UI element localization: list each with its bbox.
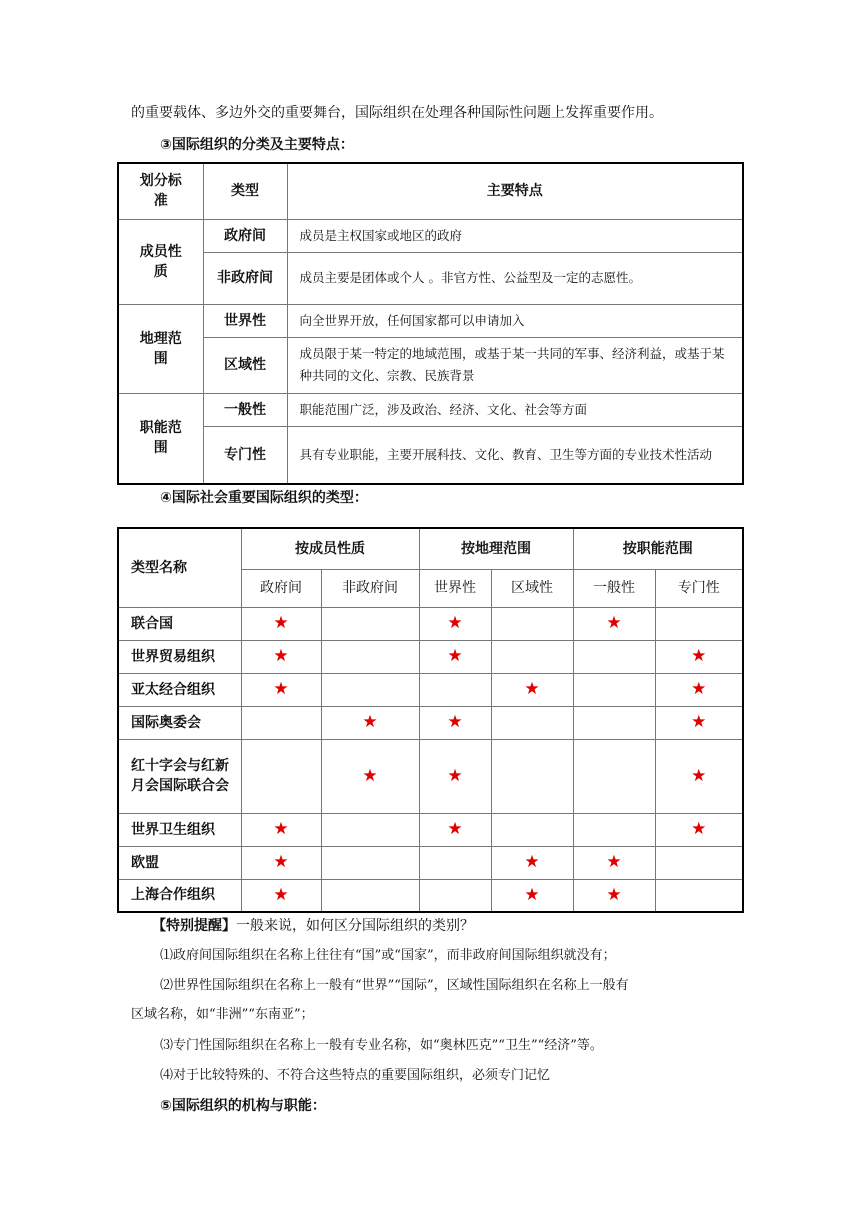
reminder-item: 区域名称，如“非洲”“东南亚”；	[131, 1007, 314, 1022]
intro-line: 的重要载体、多边外交的重要舞台，国际组织在处理各种国际性问题上发挥重要作用。	[131, 105, 663, 121]
criterion-cell: 职能范围	[118, 393, 203, 484]
reminder-line	[152, 916, 770, 936]
star-icon: ★	[447, 765, 463, 786]
table-row	[118, 252, 743, 304]
mark-cell	[491, 813, 573, 846]
table-row	[118, 426, 743, 484]
star-icon: ★	[362, 765, 378, 786]
table-header-row	[118, 163, 743, 219]
mark-cell	[573, 813, 655, 846]
star-icon: ★	[273, 884, 289, 905]
feature-cell: 成员是主权国家或地区的政府	[287, 219, 743, 252]
table-row	[118, 813, 743, 846]
header-nongovernmental: 非政府间	[321, 569, 419, 607]
star-icon: ★	[606, 884, 622, 905]
mark-cell	[321, 879, 419, 912]
organization-name: 国际奥委会	[118, 706, 241, 739]
mark-cell	[573, 706, 655, 739]
mark-cell	[655, 739, 743, 813]
header-type: 类型	[203, 163, 287, 219]
mark-cell	[321, 673, 419, 706]
star-icon: ★	[273, 819, 289, 839]
type-cell: 世界性	[203, 304, 287, 337]
mark-cell	[491, 607, 573, 640]
feature-cell: 具有专业职能，主要开展科技、文化、教育、卫生等方面的专业技术性活动	[287, 426, 743, 484]
type-cell: 非政府间	[203, 252, 287, 304]
organization-name: 世界卫生组织	[118, 813, 241, 846]
reminder-item: ⑵世界性国际组织在名称上一般有“世界”“国际”，区域性国际组织在名称上一般有	[160, 978, 629, 993]
mark-cell	[419, 846, 491, 879]
mark-cell	[419, 673, 491, 706]
heading-important-orgs: ④国际社会重要国际组织的类型：	[160, 490, 368, 506]
table-row	[118, 879, 743, 912]
reminder-item: ⑷对于比较特殊的、不符合这些特点的重要国际组织，必须专门记忆	[160, 1068, 551, 1083]
mark-cell	[241, 673, 321, 706]
feature-cell: 向全世界开放，任何国家都可以申请加入	[287, 304, 743, 337]
criterion-cell: 成员性质	[118, 219, 203, 304]
reminder-item: ⑶专门性国际组织在名称上一般有专业名称，如“奥林匹克”“卫生”“经济”等。	[160, 1038, 603, 1053]
mark-cell	[321, 640, 419, 673]
table-row	[118, 739, 743, 813]
header-specialized: 专门性	[655, 569, 743, 607]
mark-cell	[321, 607, 419, 640]
organization-name: 红十字会与红新月会国际联合会	[118, 739, 241, 813]
table-row	[118, 706, 743, 739]
star-icon: ★	[524, 852, 540, 872]
star-icon: ★	[691, 819, 707, 839]
table-row	[118, 393, 743, 426]
group-header-row	[118, 528, 743, 569]
header-regional: 区域性	[491, 569, 573, 607]
star-icon: ★	[691, 646, 707, 666]
reminder-question: 一般来说，如何区分国际组织的类别？	[236, 918, 474, 934]
mark-cell	[241, 739, 321, 813]
header-intergovernmental: 政府间	[241, 569, 321, 607]
star-icon: ★	[362, 712, 378, 732]
organization-name: 欧盟	[118, 846, 241, 879]
criterion-cell: 地理范围	[118, 304, 203, 393]
mark-cell	[655, 846, 743, 879]
mark-cell	[241, 640, 321, 673]
header-by-function: 按职能范围	[573, 528, 743, 569]
star-icon: ★	[691, 679, 707, 699]
star-icon: ★	[273, 613, 289, 633]
organization-name: 亚太经合组织	[118, 673, 241, 706]
mark-cell	[573, 673, 655, 706]
mark-cell	[241, 607, 321, 640]
mark-cell	[419, 607, 491, 640]
header-criterion: 划分标准	[118, 163, 203, 219]
mark-cell	[419, 813, 491, 846]
star-icon: ★	[606, 613, 622, 633]
mark-cell	[573, 739, 655, 813]
mark-cell	[419, 640, 491, 673]
table-row	[118, 640, 743, 673]
mark-cell	[419, 739, 491, 813]
type-cell: 一般性	[203, 393, 287, 426]
mark-cell	[491, 846, 573, 879]
star-icon: ★	[273, 679, 289, 699]
mark-cell	[655, 813, 743, 846]
star-icon: ★	[447, 712, 463, 732]
heading-structure-function: ⑤国际组织的机构与职能：	[160, 1098, 326, 1114]
organization-name: 联合国	[118, 607, 241, 640]
header-type-name: 类型名称	[118, 528, 241, 607]
mark-cell	[655, 879, 743, 912]
star-icon: ★	[447, 613, 463, 633]
header-by-membership: 按成员性质	[241, 528, 419, 569]
table-row	[118, 219, 743, 252]
mark-cell	[573, 846, 655, 879]
feature-cell: 职能范围广泛，涉及政治、经济、文化、社会等方面	[287, 393, 743, 426]
feature-cell: 成员限于某一特定的地域范围，或基于某一共同的军事、经济利益，或基于某种共同的文化、宗教、民族背景	[287, 337, 743, 393]
mark-cell	[655, 706, 743, 739]
mark-cell	[419, 706, 491, 739]
feature-cell: 成员主要是团体或个人 。非官方性、公益型及一定的志愿性。	[287, 252, 743, 304]
mark-cell	[321, 846, 419, 879]
mark-cell	[241, 846, 321, 879]
table-row	[118, 304, 743, 337]
mark-cell	[241, 813, 321, 846]
mark-cell	[321, 813, 419, 846]
star-icon: ★	[273, 852, 289, 872]
organization-name: 上海合作组织	[118, 879, 241, 912]
mark-cell	[655, 607, 743, 640]
table-row	[118, 846, 743, 879]
organization-name: 世界贸易组织	[118, 640, 241, 673]
header-worldwide: 世界性	[419, 569, 491, 607]
star-icon: ★	[447, 819, 463, 839]
star-icon: ★	[606, 852, 622, 872]
header-general: 一般性	[573, 569, 655, 607]
mark-cell	[241, 879, 321, 912]
header-feature: 主要特点	[287, 163, 743, 219]
mark-cell	[491, 640, 573, 673]
star-icon: ★	[273, 646, 289, 666]
mark-cell	[419, 879, 491, 912]
mark-cell	[491, 706, 573, 739]
star-icon: ★	[447, 646, 463, 666]
type-cell: 政府间	[203, 219, 287, 252]
table-row	[118, 607, 743, 640]
heading-classification: ③国际组织的分类及主要特点：	[160, 137, 354, 153]
classification-table	[117, 162, 744, 485]
reminder-item: ⑴政府间国际组织在名称上往往有“国”或“国家”，而非政府间国际组织就没有；	[160, 948, 616, 963]
mark-cell	[655, 640, 743, 673]
star-icon: ★	[691, 712, 707, 732]
mark-cell	[491, 673, 573, 706]
mark-cell	[573, 640, 655, 673]
mark-cell	[655, 673, 743, 706]
star-icon: ★	[524, 679, 540, 699]
mark-cell	[573, 879, 655, 912]
table-row	[118, 673, 743, 706]
mark-cell	[321, 706, 419, 739]
mark-cell	[573, 607, 655, 640]
table-row	[118, 337, 743, 393]
type-cell: 区域性	[203, 337, 287, 393]
reminder-label: 【特别提醒】	[152, 918, 236, 934]
mark-cell	[241, 706, 321, 739]
mark-cell	[491, 739, 573, 813]
mark-cell	[491, 879, 573, 912]
organizations-table	[117, 527, 744, 913]
mark-cell	[321, 739, 419, 813]
header-by-geography: 按地理范围	[419, 528, 573, 569]
star-icon: ★	[691, 765, 707, 786]
type-cell: 专门性	[203, 426, 287, 484]
star-icon: ★	[524, 884, 540, 905]
